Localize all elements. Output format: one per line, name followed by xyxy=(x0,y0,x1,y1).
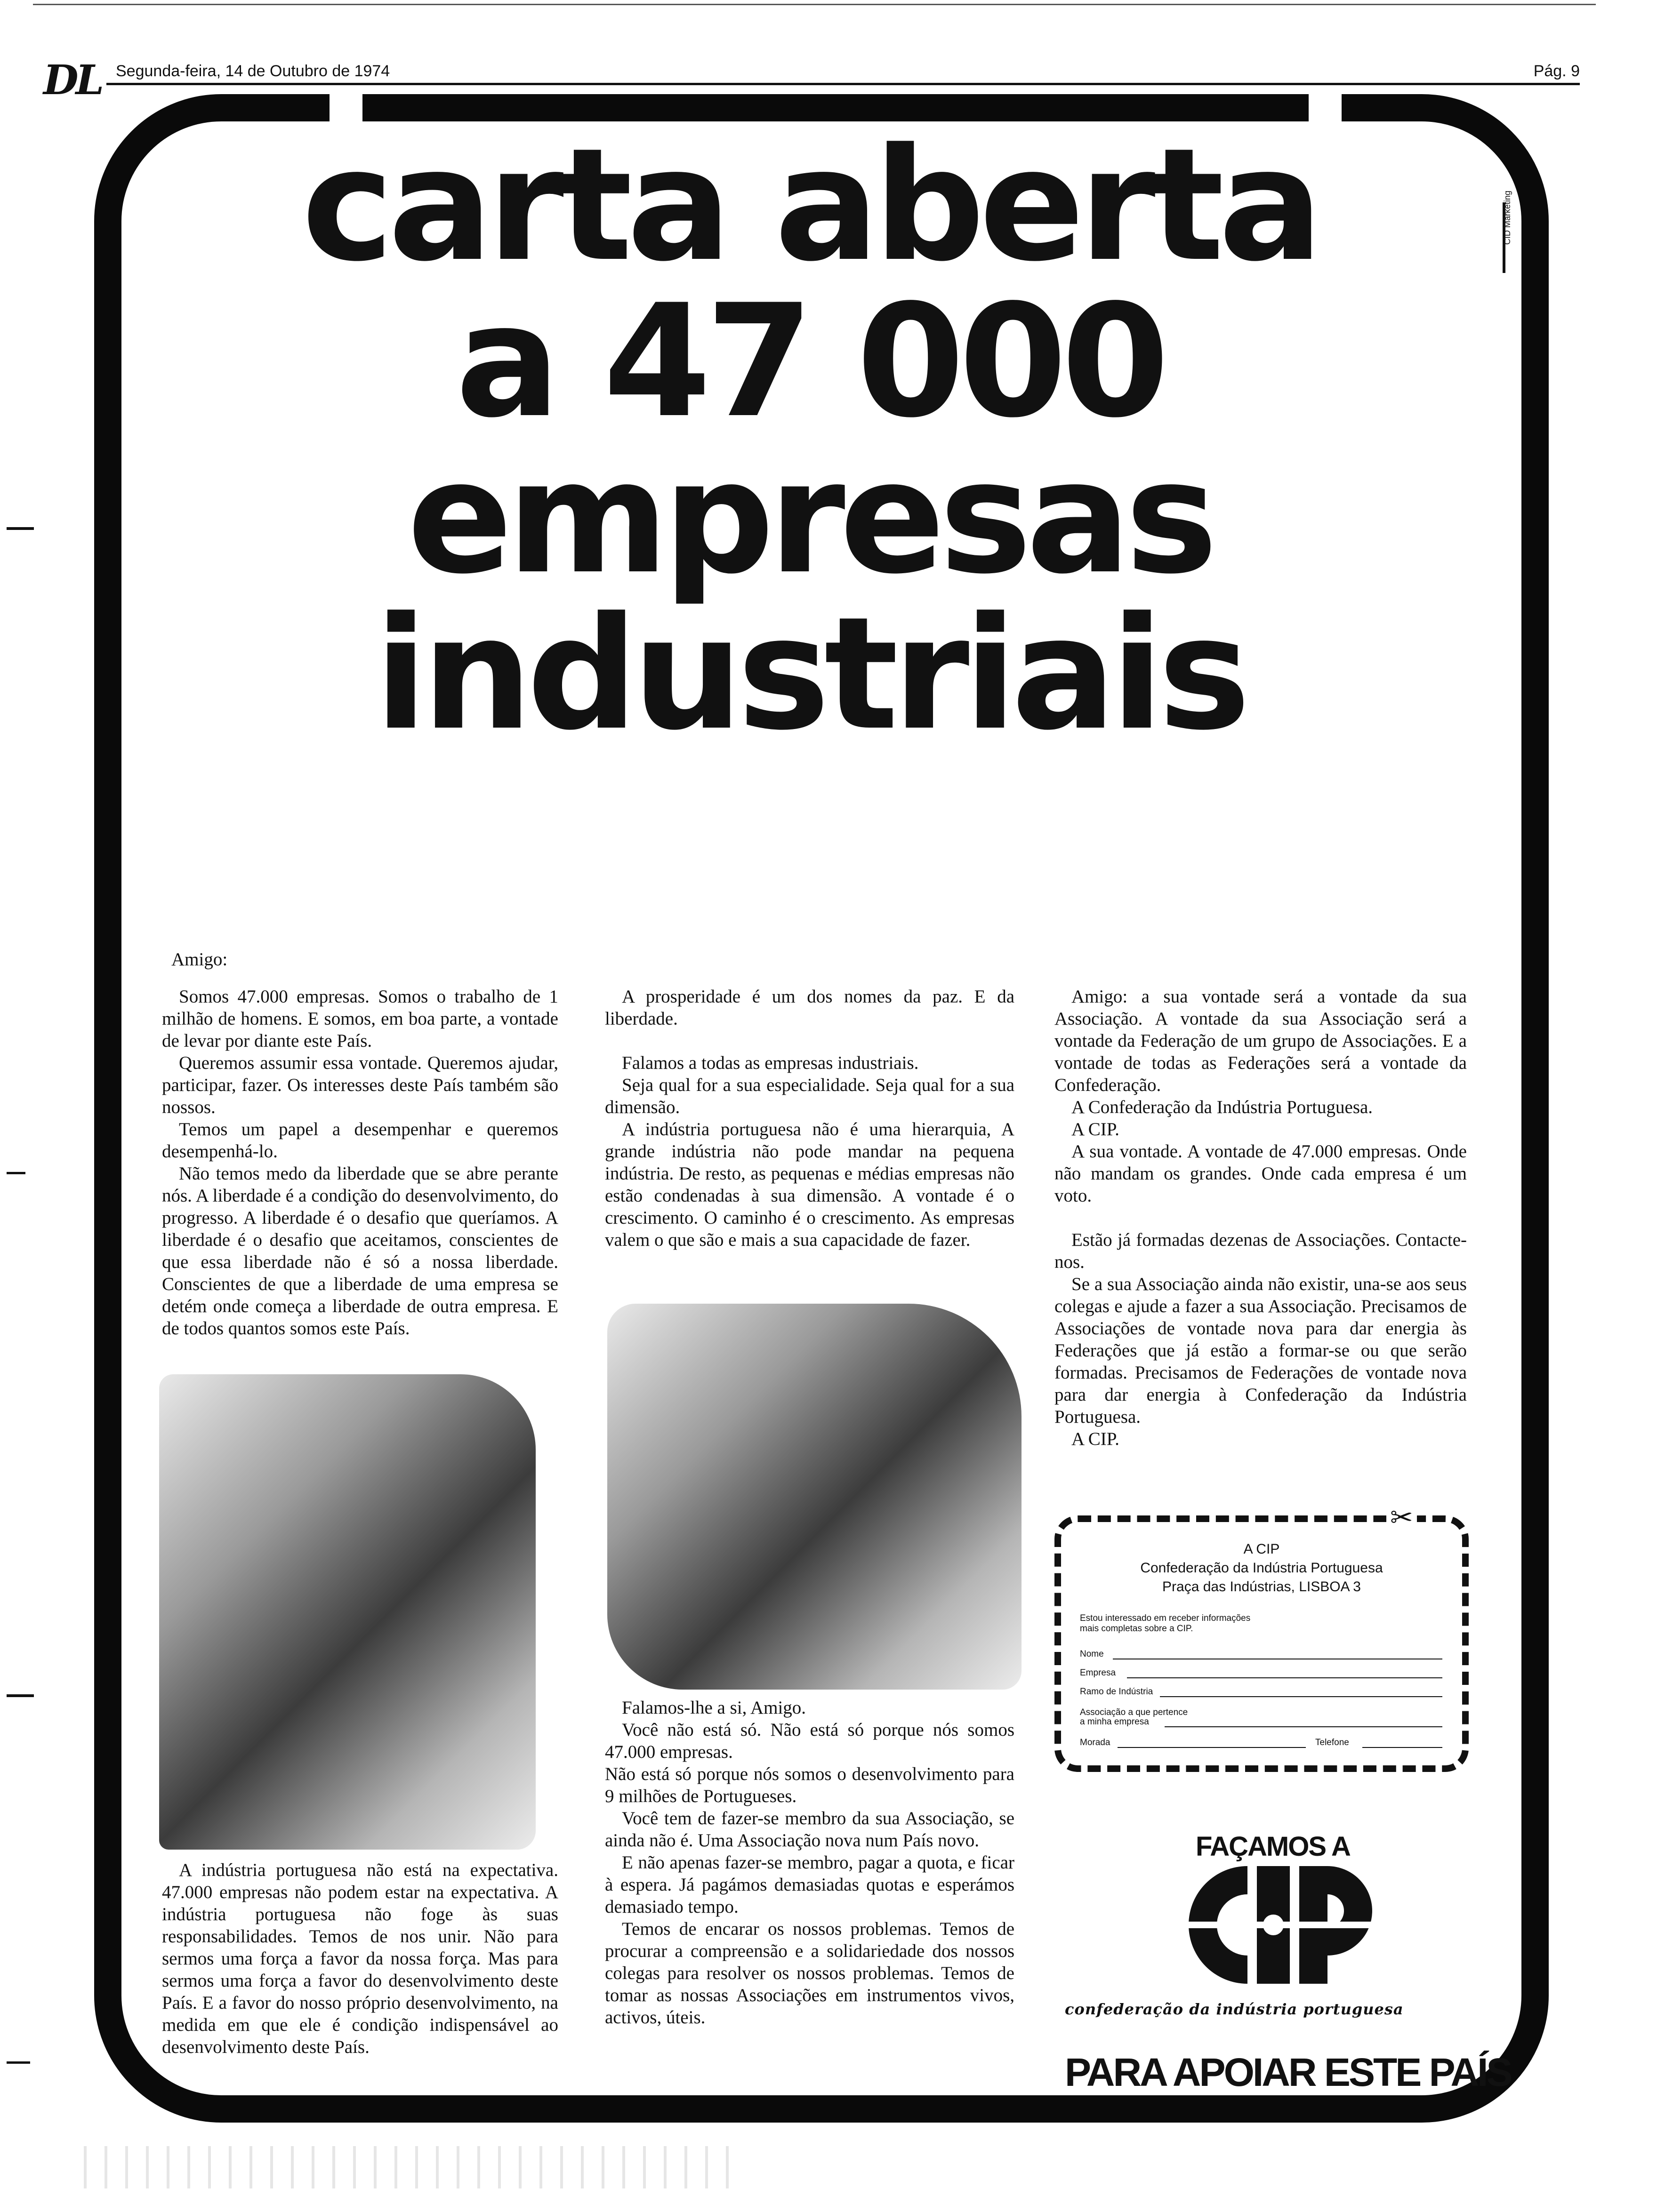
coupon-line-telefone[interactable] xyxy=(1362,1747,1442,1748)
column-1 xyxy=(162,986,558,1339)
coupon-line-morada[interactable] xyxy=(1118,1747,1306,1748)
col2-paragraph: Seja qual for a sua especialidade. Seja qual for a sua dimensão. xyxy=(605,1075,1014,1117)
col2-paragraph: E não apenas fazer-se membro, pagar a quota, e ficar à espera. Já pagámos demasiadas quotas e esperámos demasiado tempo. xyxy=(605,1852,1014,1917)
scan-mark xyxy=(7,1172,25,1174)
col3-paragraph: A sua vontade. A vontade de 47.000 empresas. Onde não mandam os grandes. Onde cada empresa é um voto. xyxy=(1054,1141,1467,1206)
cip-logo-rule xyxy=(1139,1922,1431,1928)
slogan: PARA APOIAR ESTE PAÍS xyxy=(1065,2050,1511,2094)
col3-paragraph: A CIP. xyxy=(1071,1119,1119,1139)
page-number: Pág. 9 xyxy=(1533,62,1580,80)
coupon-intro-1: Estou interessado em receber informações xyxy=(1080,1613,1251,1623)
coupon-form[interactable] xyxy=(1054,1515,1469,1772)
scan-mark xyxy=(7,527,34,530)
col2-paragraph: Falamos a todas as empresas industriais. xyxy=(622,1053,919,1073)
coupon-label-telefone: Telefone xyxy=(1315,1738,1349,1747)
column-3 xyxy=(1054,986,1467,1450)
greeting: Amigo: xyxy=(171,949,228,970)
col2-paragraph: Você tem de fazer-se membro da sua Associação, se ainda não é. Uma Associação nova num País novo. xyxy=(605,1808,1014,1851)
col3-paragraph: A CIP. xyxy=(1071,1429,1119,1449)
top-rule xyxy=(33,4,1596,5)
col1-paragraph: Não temos medo da liberdade que se abre perante nós. A liberdade é a condição do desenvolvimento, do progresso. A liberdade é o desafio que queríamos. A liberdade é o desafio que aceitamos, conscientes de que essa liberdade não é só a nossa liberdade. Conscientes de que a liberdade de uma empresa se detém onde começa a liberdade de outra empresa. E de todos quantos somos este País. xyxy=(162,1163,558,1338)
col3-paragraph: Se a sua Associação ainda não existir, una-se aos seus colegas e ajude a fazer a sua Associação. Precisamos de Associações de vontade nova para dar energia às Federações que já estão a formar-se ou que serão formadas. Precisamos de Federações de vontade nova para dar energia à Confederação da Indústria Portuguesa. xyxy=(1054,1274,1467,1427)
header-rule xyxy=(106,83,1580,85)
col1-paragraph: A indústria portuguesa não está na expectativa. 47.000 empresas não podem estar na expectativa. A indústria portuguesa não foge às suas responsabilidades. Temos de nos unir. Não para sermos uma força a favor da nossa força. Mas para sermos uma força a favor do desenvolvimento deste País. E a favor do nosso próprio desenvolvimento, na medida em que ele é condição indispensável ao desenvolvimento deste País. xyxy=(162,1860,558,2057)
coupon-line-empresa[interactable] xyxy=(1127,1677,1442,1678)
headline-line-1: carta aberta xyxy=(301,115,1318,296)
col2-paragraph: Você não está só. Não está só porque nós somos 47.000 empresas. xyxy=(605,1720,1014,1762)
header-date: Segunda-feira, 14 de Outubro de 1974 xyxy=(116,62,390,80)
col2-paragraph: A indústria portuguesa não é uma hierarquia, A grande indústria não pode mandar na pequena indústria. De resto, as pequenas e médias empresas não estão condenadas à sua dimensão. A vontade é o crescimento. O caminho é o crescimento. As empresas valem o que são e mais a sua capacidade de fazer. xyxy=(605,1119,1014,1250)
headline-line-4: industriais xyxy=(374,584,1245,764)
coupon-label-assoc-2: a minha empresa xyxy=(1080,1717,1149,1727)
col2-paragraph: Falamos-lhe a si, Amigo. xyxy=(622,1698,806,1718)
headline-line-2: a 47 000 xyxy=(455,271,1164,452)
agency-credit: CID Marketing xyxy=(1503,190,1512,245)
col3-paragraph: Amigo: a sua vontade será a vontade da sua Associação. A vontade da sua Associação será a vontade da Federação de um grupo de Associações. E a vontade de todas as Federações será a vontade da Confederação. xyxy=(1054,986,1467,1095)
col1-paragraph: Queremos assumir essa vontade. Queremos ajudar, participar, fazer. Os interesses deste País também são nossos. xyxy=(162,1053,558,1117)
scan-mark xyxy=(7,1694,34,1697)
col3-paragraph: Estão já formadas dezenas de Associações. Contacte-nos. xyxy=(1054,1230,1467,1272)
facamos-label: FAÇAMOS A xyxy=(1196,1831,1350,1862)
coupon-label-morada: Morada xyxy=(1080,1738,1110,1747)
coupon-label-empresa: Empresa xyxy=(1080,1668,1116,1678)
confederation-tagline: confederação da indústria portuguesa xyxy=(1065,2000,1404,2018)
column-1-bottom xyxy=(162,1859,558,2058)
scan-strip xyxy=(75,2146,734,2188)
coupon-label-ramo: Ramo de Indústria xyxy=(1080,1687,1153,1697)
col1-paragraph: Temos um papel a desempenhar e queremos desempenhá-lo. xyxy=(162,1119,558,1162)
scan-mark xyxy=(7,2061,30,2064)
headline-line-3: empresas xyxy=(407,427,1212,608)
col3-paragraph: A Confederação da Indústria Portuguesa. xyxy=(1071,1097,1373,1117)
photo-worker-at-lathe xyxy=(159,1374,536,1850)
coupon-label-assoc-1: Associação a que pertence xyxy=(1080,1707,1188,1717)
col2-paragraph: Não está só porque nós somos o desenvolvimento para 9 milhões de Portugueses. xyxy=(605,1764,1014,1806)
scissors-icon: ✂ xyxy=(1386,1504,1417,1531)
coupon-line-ramo[interactable] xyxy=(1160,1696,1442,1697)
coupon-address: Praça das Indústrias, LISBOA 3 xyxy=(1162,1579,1361,1595)
coupon-org: Confederação da Indústria Portuguesa xyxy=(1140,1560,1383,1576)
headline xyxy=(198,115,1422,764)
newspaper-logo: DL xyxy=(43,56,102,104)
coupon-title: A CIP xyxy=(1243,1541,1280,1557)
coupon-line-assoc[interactable] xyxy=(1165,1726,1442,1727)
column-2 xyxy=(605,986,1014,1251)
col2-paragraph: A prosperidade é um dos nomes da paz. E da liberdade. xyxy=(605,986,1014,1029)
cip-logo xyxy=(1111,1861,1459,1988)
col2-paragraph: Temos de encarar os nossos problemas. Temos de procurar a compreensão e a solidariedade dos nossos colegas para resolver os nossos problemas. Temos de tomar as nossas Associações em instrumentos vivos, activos, úteis. xyxy=(605,1919,1014,2028)
col1-paragraph: Somos 47.000 empresas. Somos o trabalho de 1 milhão de homens. E somos, em boa parte, a vontade de levar por diante este País. xyxy=(162,986,558,1051)
coupon-label-nome: Nome xyxy=(1080,1649,1104,1659)
photo-mechanic-engine xyxy=(607,1304,1022,1690)
coupon-intro-2: mais completas sobre a CIP. xyxy=(1080,1624,1193,1634)
column-2-bottom xyxy=(605,1697,1014,2028)
